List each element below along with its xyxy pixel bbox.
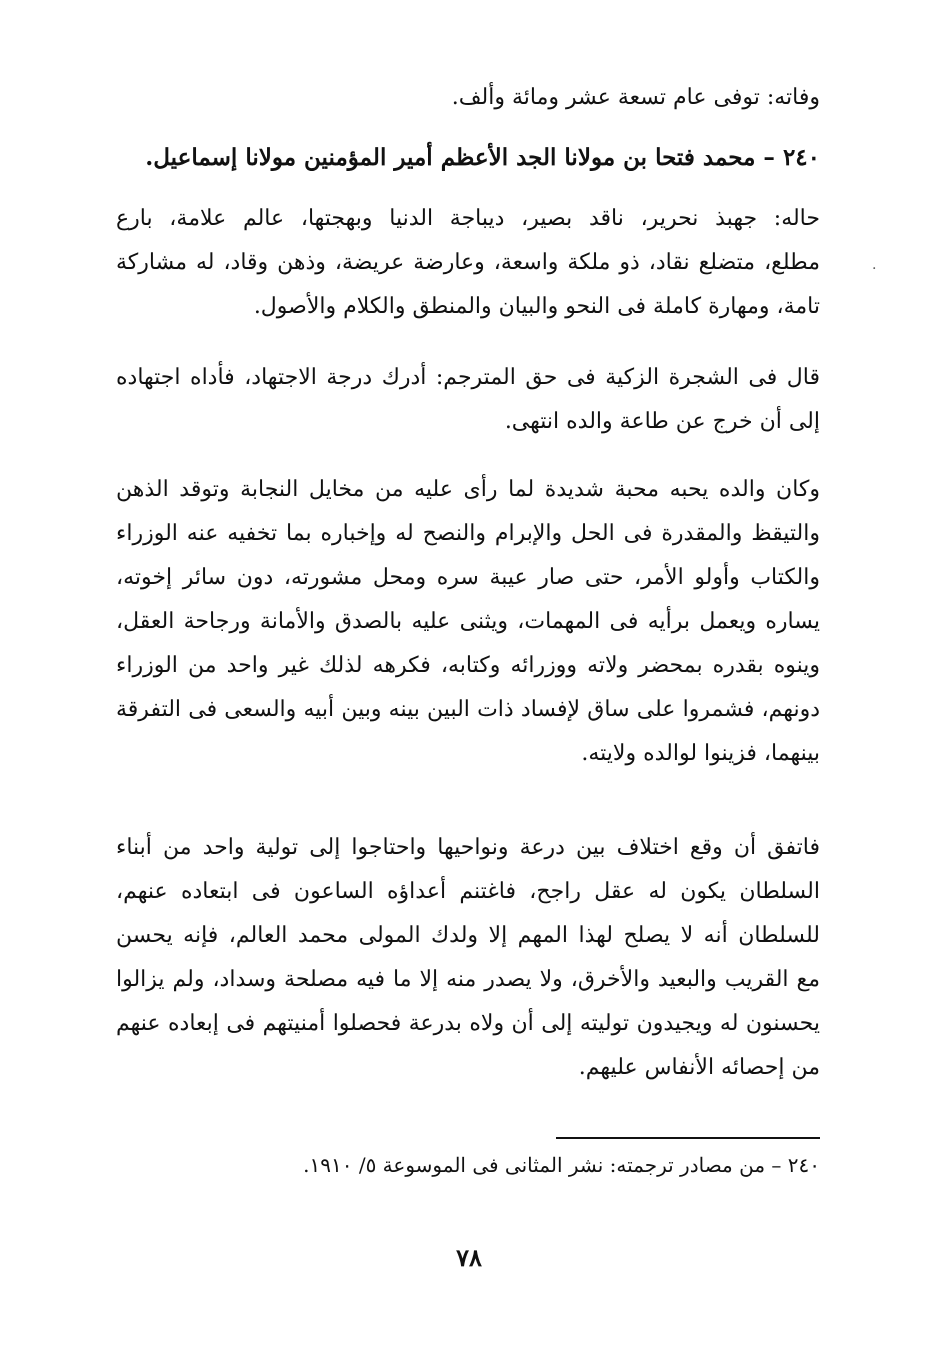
paragraph-line: والتيقظ والمقدرة فى الحل والإبرام والنصح له وإخباره بما تخفيه عنه الوزراء [116, 521, 820, 546]
paragraph-citation [116, 356, 820, 444]
paragraph-line: قال فى الشجرة الزكية فى حق المترجم: أدرك درجة الاجتهاد، فأداه اجتهاده [116, 365, 820, 390]
paragraph-line: مطلع، متضلع نقاد، ذو ملكة واسعة، وعارضة عريضة، وذهن وقاد، له مشاركة [116, 250, 820, 275]
death-date-line-block [116, 76, 820, 120]
paragraph-line: والكتاب وأولو الأمر، حتى صار عيبة سره ومحل مشورته، دون سائر إخوته، [116, 565, 820, 590]
paragraph-line: يحسنون له ويجيدون توليته إلى أن ولاه بدرعة فحصلوا أمنيتهم فى إبعاده عنهم [116, 1011, 820, 1036]
entry-heading: ٢٤٠ – محمد فتحا بن مولانا الجد الأعظم أمير المؤمنين مولانا إسماعيل. [145, 144, 820, 171]
paragraph-line: دونهم، فشمروا على ساق لإفساد ذات البين بينه وبين أبيه والسعى فى التفرقة [116, 697, 820, 722]
entry-heading-block [116, 136, 820, 180]
paragraph-description [116, 197, 820, 329]
paragraph-line: يساره ويعمل برأيه فى المهمات، ويثنى عليه بالصدق والأمانة ورجاحة العقل، [116, 609, 820, 634]
paragraph-line: فاتفق أن وقع اختلاف بين درعة ونواحيها واحتاجوا إلى تولية واحد من أبناء [116, 835, 820, 860]
paragraph-line: وكان والده يحبه محبة شديدة لما رأى عليه من مخايل النجابة وتوقد الذهن [116, 477, 820, 502]
margin-mark: . [872, 257, 877, 273]
death-date-line: وفاته: توفى عام تسعة عشر ومائة وألف. [451, 85, 820, 110]
paragraph-father-love [116, 468, 820, 776]
paragraph-line: إلى أن خرج عن طاعة والده انتهى. [504, 409, 820, 434]
paragraph-appointment [116, 826, 820, 1090]
paragraph-line: مع القريب والبعيد والأخرق، ولا يصدر منه إلا ما فيه مصلحة وسداد، ولم يزالوا [116, 967, 820, 992]
paragraph-line: بينهما، فزينوا لوالده ولايته. [581, 741, 820, 766]
paragraph-line: حاله: جهبذ نحرير، ناقد بصير، ديباجة الدنيا وبهجتها، عالم علامة، بارع [116, 206, 820, 231]
paragraph-line: تامة، ومهارة كاملة فى النحو والبيان والمنطق والكلام والأصول. [253, 294, 820, 319]
paragraph-line: للسلطان أنه لا يصلح لهذا المهم إلا ولدك المولى محمد العالم، فإنه يحسن [116, 923, 820, 948]
footnote: ٢٤٠ – من مصادر ترجمته: نشر المثانى فى الموسوعة ٥/ ١٩١٠. [303, 1153, 820, 1177]
paragraph-line: من إحصائه الأنفاس عليهم. [578, 1055, 820, 1080]
paragraph-line: السلطان يكون له عقل راجح، فاغتنم أعداؤه الساعون فى ابتعاده عنهم، [116, 879, 820, 904]
paragraph-line: وينوه بقدره بمحضر ولاته ووزرائه وكتابه، فكرهه لذلك غير واحد من الوزراء [116, 653, 820, 678]
footnote-separator [556, 1137, 820, 1139]
page-number: ٧٨ [456, 1243, 482, 1272]
